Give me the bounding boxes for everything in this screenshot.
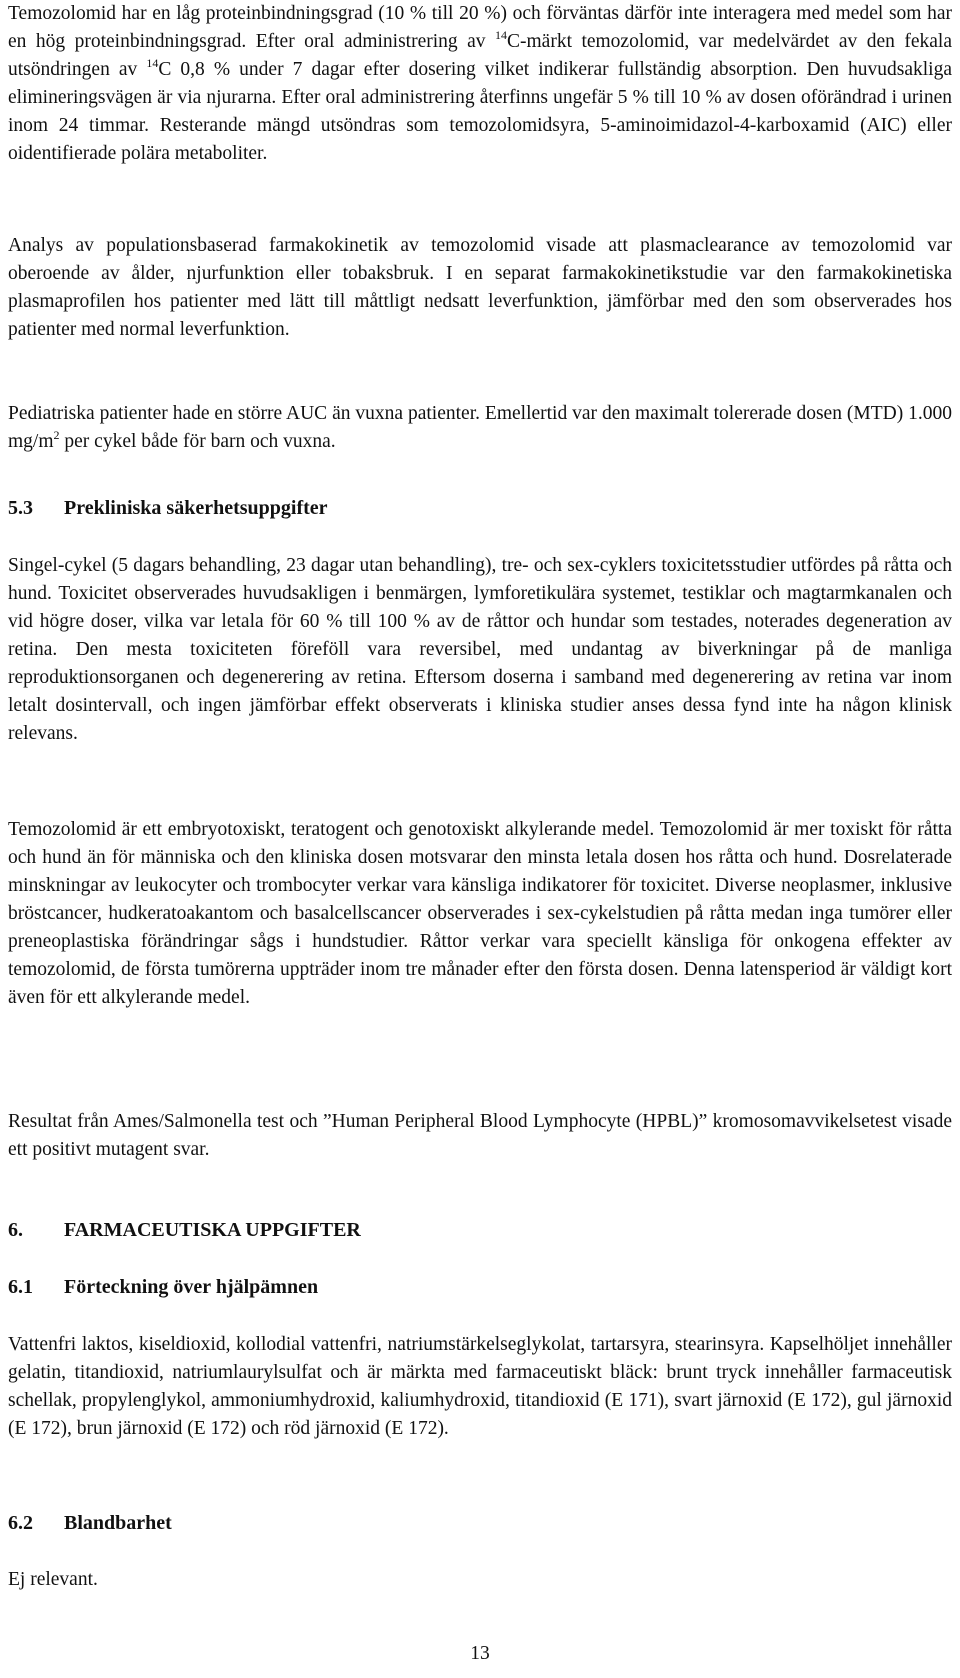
text: C 0,8 % under 7 dagar efter dosering vilket indikerar fullständig absorption. Den huvudsakliga elimineringsvägen är via njurarna. Efter oral administrering återfinns ungefär 5 % till 10 % av dosen oförändrad i urinen inom 24 timmar. Resterande mängd utsöndras som temozolomidsyra, 5-aminoimidazol-4-karboxamid (AIC) eller oidentifierade polära metaboliter. [8,59,952,164]
text: Pediatriska patienter hade en större AUC än vuxna patienter. Emellertid var den maximalt tolererade dosen (MTD) 1.000 mg/m [8,403,952,452]
paragraph-population-pk: Analys av populationsbaserad farmakokinetik av temozolomid visade att plasmaclearance av temozolomid var oberoende av ålder, njurfunktion eller tobaksbruk. I en separat farmakokinetikstudie var den farmakokinetiska plasmaprofilen hos patienter med lätt till måttligt nedsatt leverfunktion, jämförbar med den som observerades hos patienter med normal leverfunktion. [8,235,952,340]
section-title: Förteckning över hjälpämnen [64,1276,319,1298]
section-title: Blandbarhet [64,1512,172,1534]
section-heading-6-1 [8,1273,318,1301]
superscript: 14 [146,56,159,70]
section-title: Prekliniska säkerhetsuppgifter [64,497,328,519]
section-number: 6.2 [8,1512,33,1534]
text: per cykel både för barn och vuxna. [59,431,336,452]
page-number: 13 [470,1643,490,1664]
section-heading-6-2 [8,1509,172,1537]
section-number: 6. [8,1219,23,1241]
section-title: FARMACEUTISKA UPPGIFTER [64,1219,361,1241]
paragraph-genotoxicity: Temozolomid är ett embryotoxiskt, teratogent och genotoxiskt alkylerande medel. Temozolomid är mer toxiskt för råtta och hund än för människa och den kliniska dosen motsvarar den minsta letala dosen hos råtta och hund. Dosrelaterade minskningar av leukocyter och trombocyter verkar vara känsliga indikatorer för toxicitet. Diverse neoplasmer, inklusive bröstcancer, hudkeratoakantom och basalcellscancer observerades i sex-cykelstudien på råtta medan inga tumörer eller preneoplastiska förändringar sågs i hundstudier. Råttor verkar vara speciellt känsliga för onkogena effekter av temozolomid, de första tumörerna uppträder inom tre månader efter den första dosen. Denna latensperiod är väldigt kort även för ett alkylerande medel. [8,819,952,1008]
section-heading-6 [8,1216,361,1244]
paragraph-pediatric [8,400,952,456]
section-number: 6.1 [8,1276,33,1298]
paragraph-excipients: Vattenfri laktos, kiseldioxid, kollodial vattenfri, natriumstärkelseglykolat, tartarsyra, stearinsyra. Kapselhöljet innehåller gelatin, titandioxid, natriumlaurylsulfat och är märkta med farmaceutiskt bläck: brunt tryck innehåller farmaceutisk schellak, propylenglykol, ammoniumhydroxid, kaliumhydroxid, titandioxid (E 171), svart järnoxid (E 172), gul järnoxid (E 172), brun järnoxid (E 172) och röd järnoxid (E 172). [8,1334,952,1439]
paragraph-elimination [8,0,952,168]
text: C-märkt temozolomid, var medelvärdet av den fekala utsöndringen av [8,31,952,80]
paragraph-toxicity-studies: Singel-cykel (5 dagars behandling, 23 dagar utan behandling), tre- och sex-cyklers toxicitetsstudier utfördes på råtta och hund. Toxicitet observerades huvudsakligen i benmärgen, lymforetikulära systemet, testiklar och magtarmkanalen och vid högre doser, vilka var letala för 60 % till 100 % av de råttor och hundar som testades, noterades degeneration av retina. Den mesta toxiciteten föreföll vara reversibel, med undantag av biverkningar på de manliga reproduktionsorganen och degenerering av retina. Eftersom doserna i samband med degenerering av retina var inom letalt dosintervall, och ingen jämförbar effekt observerats i kliniska studier anses dessa fynd inte ha någon klinisk relevans. [8,555,952,744]
superscript: 2 [53,428,60,442]
section-heading-5-3 [8,494,328,522]
superscript: 14 [495,28,507,42]
section-number: 5.3 [8,497,33,519]
paragraph-mutagenicity: Resultat från Ames/Salmonella test och ”Human Peripheral Blood Lymphocyte (HPBL)” kromosomavvikelsetest visade ett positivt mutagent svar. [8,1111,952,1160]
text: Temozolomid har en låg proteinbindningsgrad (10 % till 20 %) och förväntas därför inte interagera med medel som har en hög proteinbindningsgrad. Efter oral administrering av [8,3,952,52]
paragraph-incompatibilities: Ej relevant. [8,1569,98,1590]
